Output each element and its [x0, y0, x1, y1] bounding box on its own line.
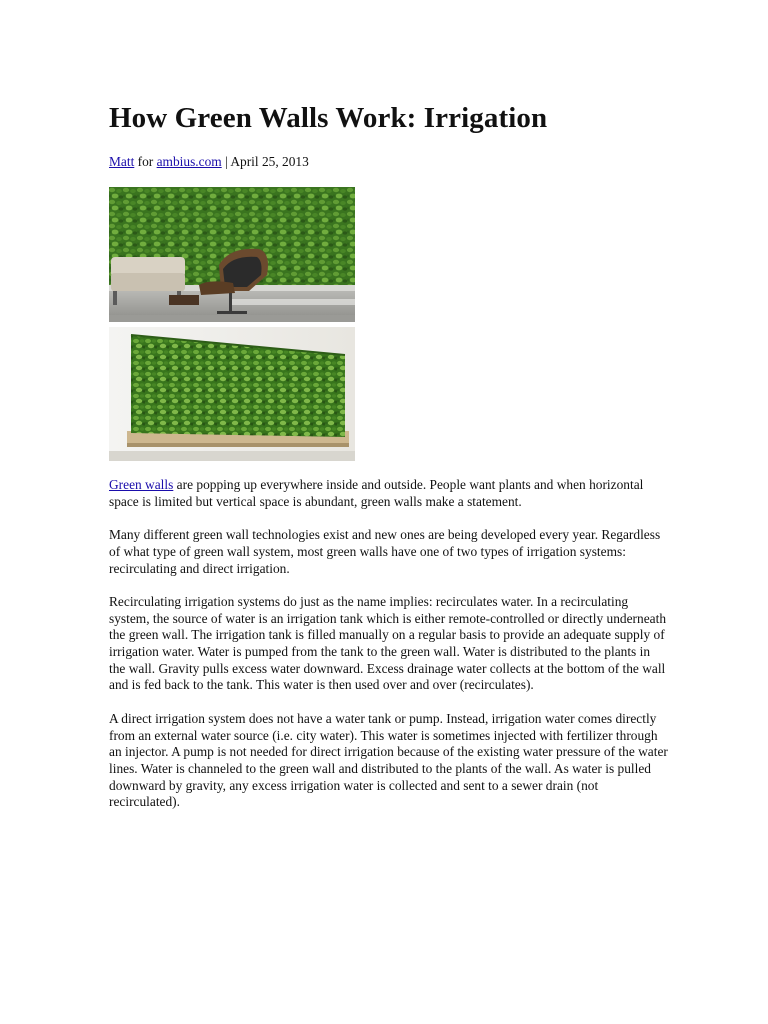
- byline: [109, 154, 309, 170]
- paragraph-recirculating: Recirculating irrigation systems do just as the name implies: recirculates water. In a recirculating system, the source of water is an irrigation tank which is either remote-controlled or directly underneath the green wall. The irrigation tank is filled manually on a regular basis to provide an adequate supply of irrigation water. Water is pumped from the tank to the green wall. Water is distributed to the plants in the wall. Gravity pulls excess water downward. Excess drainage water collects at the bottom of the wall and is fed back to the tank. This water is then used over and over (recirculates).: [109, 593, 667, 693]
- article-body: [109, 477, 669, 828]
- paragraph-intro: [109, 477, 669, 510]
- green-wall-lounge-photo: [109, 187, 355, 322]
- article-title: How Green Walls Work: Irrigation: [109, 102, 548, 134]
- paragraph-technologies: Many different green wall technologies exist and new ones are being developed every year. Regardless of what type of green wall system, most green walls have one of two types of irrigation systems: recirculating and direct irrigation.: [109, 527, 661, 576]
- green-walls-link[interactable]: Green walls: [109, 477, 174, 492]
- green-wall-panel-photo: [109, 327, 355, 461]
- author-link[interactable]: Matt: [109, 154, 135, 169]
- byline-for-text: for: [134, 154, 157, 169]
- paragraph-intro-text: are popping up everywhere inside and outside. People want plants and when horizontal space is limited but vertical space is abundant, green walls make a statement.: [109, 477, 644, 509]
- paragraph-direct: A direct irrigation system does not have a water tank or pump. Instead, irrigation water comes directly from an external water source (i.e. city water). This water is sometimes injected with fertilizer through an injector. A pump is not needed for direct irrigation because of the existing water pressure of the water lines. Water is channeled to the green wall and distributed to the plants of the wall. As water is pulled downward by gravity, any excess irrigation water is collected and sent to a sewer drain (not recirculated).: [109, 710, 668, 810]
- site-link[interactable]: ambius.com: [156, 154, 222, 169]
- byline-date: | April 25, 2013: [221, 154, 309, 169]
